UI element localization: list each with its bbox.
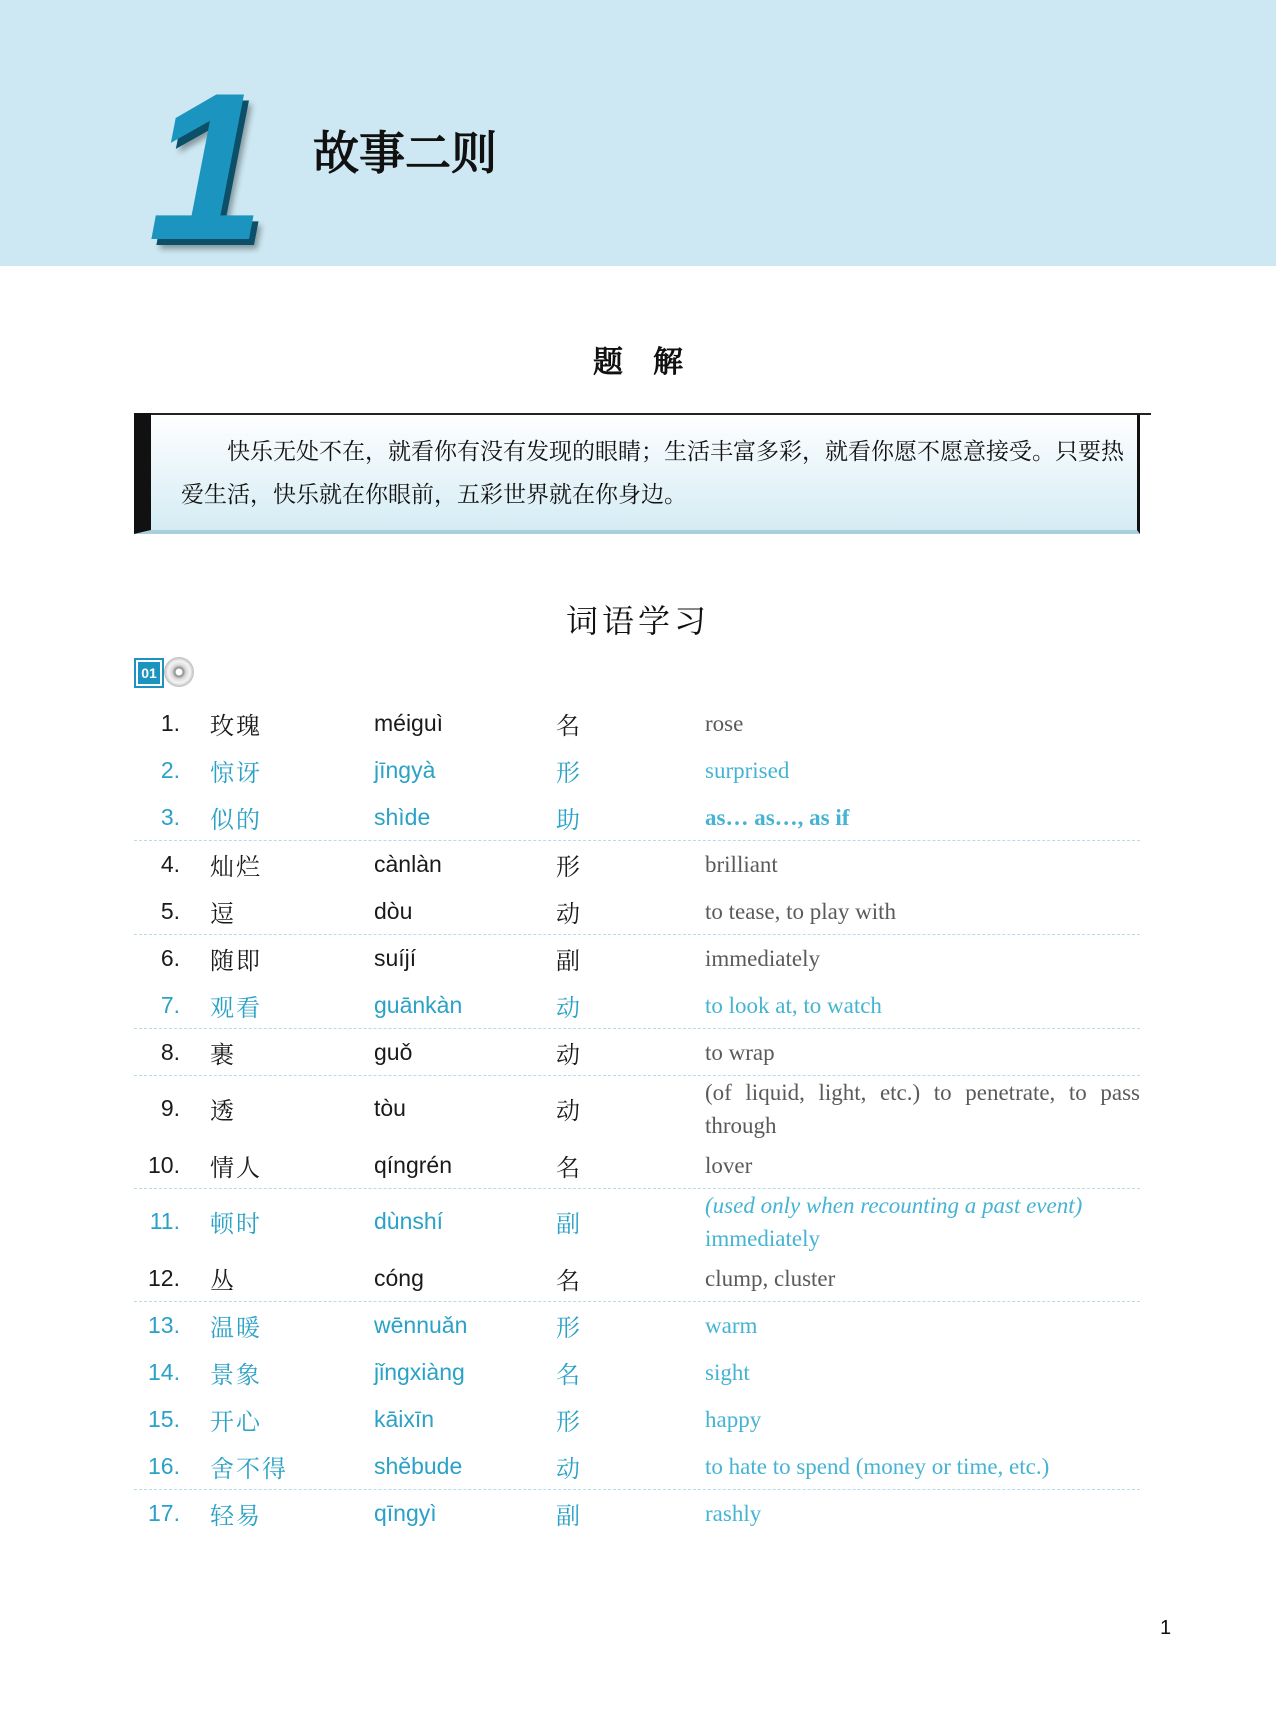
vocab-pinyin: jīngyà (374, 756, 436, 783)
vocab-word: 逗 (210, 899, 236, 928)
vocab-definition-text: as… as…, as if (705, 804, 850, 830)
vocab-row (134, 935, 1140, 982)
vocab-word: 温暖 (210, 1313, 262, 1342)
vocab-part-of-speech: 名 (556, 1153, 580, 1182)
vocab-part-of-speech: 助 (556, 805, 580, 834)
vocab-definition (705, 700, 1140, 746)
vocab-pinyin: qíngrén (374, 1151, 453, 1178)
vocab-pinyin: kāixīn (374, 1405, 435, 1432)
vocab-pinyin: guānkàn (374, 991, 463, 1018)
vocab-number: 10. (148, 1151, 180, 1178)
vocab-word: 轻易 (210, 1501, 262, 1530)
vocab-definition-text: happy (705, 1406, 762, 1432)
vocab-number: 5. (160, 897, 180, 924)
vocab-definition-text: surprised (705, 757, 790, 783)
vocab-definition (705, 747, 1140, 793)
vocab-row (134, 794, 1140, 841)
vocab-number: 9. (160, 1095, 180, 1121)
vocab-number: 16. (148, 1452, 180, 1479)
vocab-pinyin: qīngyì (374, 1499, 437, 1526)
vocab-word: 透 (210, 1097, 236, 1125)
vocab-part-of-speech: 副 (556, 1210, 580, 1238)
vocab-word: 开心 (210, 1407, 262, 1436)
vocab-definition-text: rose (705, 710, 744, 736)
vocab-row (134, 1142, 1140, 1189)
vocab-definition (705, 1029, 1140, 1075)
intro-heading: 题解 (593, 345, 713, 380)
vocab-number: 3. (160, 803, 180, 830)
vocab-definition (705, 1255, 1140, 1301)
vocab-number: 7. (160, 991, 180, 1018)
vocab-row (134, 1029, 1140, 1076)
vocab-number: 8. (160, 1038, 180, 1065)
vocab-word: 玫瑰 (210, 711, 262, 740)
vocab-word: 随即 (210, 946, 262, 975)
vocab-definition-text: to wrap (705, 1039, 775, 1065)
intro-box (134, 413, 1140, 534)
vocab-word: 舍不得 (210, 1454, 288, 1483)
vocab-definition-text: clump, cluster (705, 1265, 836, 1291)
vocab-row (134, 1490, 1140, 1537)
vocab-row (134, 1255, 1140, 1302)
vocab-definition-text: to hate to spend (money or time, etc.) (705, 1453, 1050, 1479)
vocab-word: 观看 (210, 993, 262, 1022)
vocab-row (134, 1443, 1140, 1490)
vocab-word: 惊讶 (210, 758, 262, 787)
vocab-definition (705, 1302, 1140, 1348)
vocab-definition (705, 982, 1140, 1028)
vocab-definition (705, 935, 1140, 981)
vocab-definition-text: to tease, to play with (705, 898, 896, 924)
vocab-pinyin: dùnshí (374, 1208, 444, 1234)
vocab-definition (705, 841, 1140, 887)
vocab-part-of-speech: 名 (556, 1266, 580, 1295)
vocab-word: 灿烂 (210, 852, 262, 881)
vocab-part-of-speech: 副 (556, 1501, 580, 1530)
vocab-row (134, 700, 1140, 747)
vocab-row (134, 1076, 1140, 1142)
vocab-definition-block (705, 1189, 1082, 1255)
vocab-definition (705, 1396, 1140, 1442)
vocab-word: 情人 (210, 1153, 262, 1182)
vocab-word: 顿时 (210, 1210, 262, 1238)
vocab-definition (705, 1189, 1140, 1254)
vocab-part-of-speech: 形 (556, 758, 580, 787)
vocab-pinyin: dòu (374, 897, 413, 924)
vocab-number: 2. (160, 756, 180, 783)
vocab-definition (705, 1490, 1140, 1536)
vocab-row (134, 1189, 1140, 1255)
lesson-number: 1 (148, 49, 261, 284)
vocab-pinyin: cóng (374, 1264, 424, 1291)
vocab-part-of-speech: 形 (556, 1313, 580, 1342)
vocab-number: 17. (148, 1499, 180, 1526)
cd-icon[interactable] (164, 657, 194, 687)
vocab-pinyin: wēnnuǎn (374, 1311, 468, 1338)
vocab-definition-text: rashly (705, 1500, 762, 1526)
vocab-part-of-speech: 形 (556, 852, 580, 881)
vocab-number: 12. (148, 1264, 180, 1291)
vocab-part-of-speech: 形 (556, 1407, 580, 1436)
vocab-definition (705, 1443, 1140, 1489)
vocab-pinyin: cànlàn (374, 850, 442, 877)
vocab-pinyin: shìde (374, 803, 431, 830)
vocab-definition-note: (used only when recounting a past event) (705, 1192, 1083, 1218)
vocab-pinyin: guǒ (374, 1038, 413, 1065)
vocab-part-of-speech: 动 (556, 993, 580, 1022)
vocab-pinyin: méiguì (374, 709, 444, 736)
vocab-row (134, 982, 1140, 1029)
vocab-number: 13. (148, 1311, 180, 1338)
vocab-row (134, 1349, 1140, 1396)
vocab-definition (705, 888, 1140, 934)
vocab-word: 似的 (210, 805, 262, 834)
vocab-row (134, 841, 1140, 888)
vocab-definition-text: brilliant (705, 851, 778, 877)
vocab-definition-text: to look at, to watch (705, 992, 882, 1018)
vocab-definition (705, 1076, 1140, 1141)
lesson-title: 故事二则 (313, 126, 497, 180)
vocab-table (134, 700, 1140, 1537)
vocab-definition (705, 794, 1140, 840)
vocab-row (134, 1396, 1140, 1443)
intro-text: 快乐无处不在，就看你有没有发现的眼睛；生活丰富多彩，就看你愿不愿意接受。只要热爱生活，快乐就在你眼前，五彩世界就在你身边。 (181, 439, 1124, 508)
vocab-pinyin: jǐngxiàng (374, 1358, 465, 1385)
audio-track-number: 01 (138, 662, 160, 684)
vocab-part-of-speech: 动 (556, 1454, 580, 1483)
vocab-part-of-speech: 动 (556, 1097, 580, 1125)
vocab-word: 丛 (210, 1266, 236, 1295)
vocab-part-of-speech: 名 (556, 711, 580, 740)
vocab-pinyin: shěbude (374, 1452, 463, 1479)
vocab-definition (705, 1349, 1140, 1395)
vocab-number: 6. (160, 944, 180, 971)
vocab-number: 15. (148, 1405, 180, 1432)
vocab-part-of-speech: 动 (556, 1040, 580, 1069)
vocab-part-of-speech: 名 (556, 1360, 580, 1389)
vocab-definition-text: immediately (705, 945, 820, 971)
audio-track-badge[interactable] (134, 658, 164, 688)
vocab-definition-text: sight (705, 1359, 750, 1385)
vocab-definition-text: immediately (705, 1225, 820, 1251)
vocab-row (134, 888, 1140, 935)
vocab-pinyin: tòu (374, 1095, 406, 1121)
vocab-row (134, 747, 1140, 794)
vocab-word: 景象 (210, 1360, 262, 1389)
vocab-pinyin: suíjí (374, 944, 417, 971)
vocab-heading: 词语学习 (565, 602, 710, 640)
vocab-number: 1. (160, 709, 180, 736)
vocab-part-of-speech: 动 (556, 899, 580, 928)
vocab-definition-text: lover (705, 1152, 753, 1178)
page-number: 1 (1160, 1617, 1172, 1639)
vocab-part-of-speech: 副 (556, 946, 580, 975)
vocab-row (134, 1302, 1140, 1349)
vocab-definition (705, 1142, 1140, 1188)
vocab-definition-text: (of liquid, light, etc.) to penetrate, to pass through (705, 1079, 1140, 1138)
vocab-definition-text: warm (705, 1312, 758, 1338)
vocab-number: 14. (148, 1358, 180, 1385)
vocab-number: 11. (149, 1208, 180, 1234)
vocab-number: 4. (160, 850, 180, 877)
vocab-word: 裹 (210, 1040, 236, 1069)
